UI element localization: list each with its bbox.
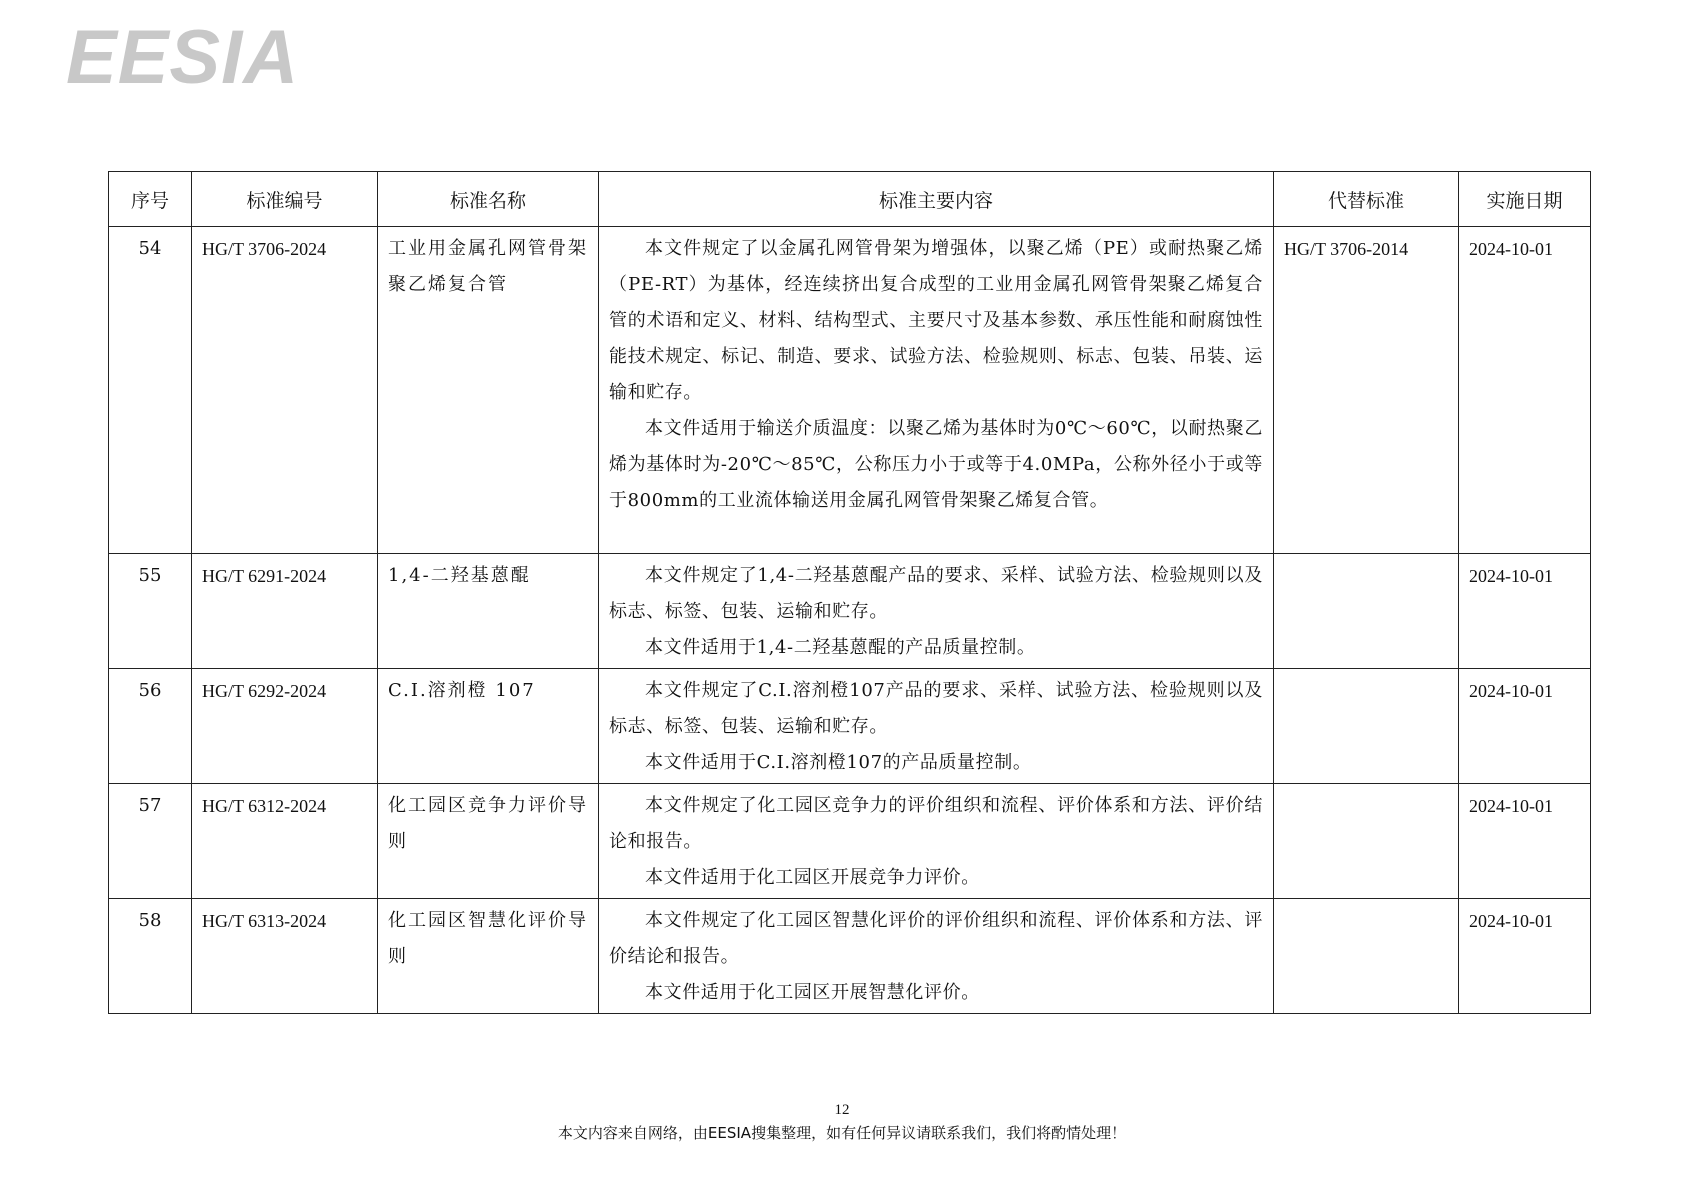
cell-standard-name: C.I.溶剂橙 107: [378, 669, 599, 784]
cell-serial: 57: [109, 784, 192, 899]
content-paragraph: 本文件规定了化工园区智慧化评价的评价组织和流程、评价体系和方法、评价结论和报告。: [609, 910, 1263, 967]
content-paragraph: 本文件适用于化工园区开展竞争力评价。: [645, 867, 980, 888]
table-row: [109, 554, 1591, 669]
cell-standard-name: 1,4-二羟基蒽醌: [378, 554, 599, 669]
cell-serial: 58: [109, 899, 192, 1014]
cell-replaces: [1274, 554, 1459, 669]
footer-disclaimer: 本文内容来自网络，由EESIA搜集整理，如有任何异议请联系我们，我们将酌情处理！: [557, 1124, 1127, 1142]
cell-standard-name: 化工园区竞争力评价导则: [378, 784, 599, 899]
cell-effective-date: 2024-10-01: [1459, 669, 1591, 784]
cell-standard-code: HG/T 6312-2024: [192, 784, 378, 899]
table-row: [109, 669, 1591, 784]
header-replaces: 代替标准: [1274, 172, 1459, 227]
cell-standard-name: 化工园区智慧化评价导则: [378, 899, 599, 1014]
header-main-content: 标准主要内容: [599, 172, 1274, 227]
cell-effective-date: 2024-10-01: [1459, 784, 1591, 899]
header-effective-date: 实施日期: [1459, 172, 1591, 227]
cell-main-content: [599, 227, 1274, 554]
header-serial: 序号: [109, 172, 192, 227]
cell-replaces: HG/T 3706-2014: [1274, 227, 1459, 554]
table-row: [109, 227, 1591, 554]
cell-main-content: [599, 669, 1274, 784]
cell-main-content: [599, 899, 1274, 1014]
cell-effective-date: 2024-10-01: [1459, 227, 1591, 554]
cell-standard-code: HG/T 6313-2024: [192, 899, 378, 1014]
cell-replaces: [1274, 899, 1459, 1014]
content-paragraph: 本文件适用于输送介质温度：以聚乙烯为基体时为0℃～60℃，以耐热聚乙烯为基体时为-20℃～85℃，公称压力小于或等于4.0MPa，公称外径小于或等于800mm的工业流体输送用金属孔网管骨架聚乙烯复合管。: [609, 418, 1263, 511]
content-paragraph: 本文件规定了化工园区竞争力的评价组织和流程、评价体系和方法、评价结论和报告。: [609, 795, 1263, 852]
cell-standard-code: HG/T 6291-2024: [192, 554, 378, 669]
cell-serial: 54: [109, 227, 192, 554]
cell-main-content: [599, 554, 1274, 669]
cell-effective-date: 2024-10-01: [1459, 899, 1591, 1014]
cell-replaces: [1274, 784, 1459, 899]
cell-serial: 55: [109, 554, 192, 669]
cell-serial: 56: [109, 669, 192, 784]
header-standard-name: 标准名称: [378, 172, 599, 227]
content-paragraph: 本文件适用于1,4-二羟基蒽醌的产品质量控制。: [645, 637, 1036, 658]
content-paragraph: 本文件规定了以金属孔网管骨架为增强体，以聚乙烯（PE）或耐热聚乙烯（PE-RT）为基体，经连续挤出复合成型的工业用金属孔网管骨架聚乙烯复合管的术语和定义、材料、结构型式、主要尺寸及基本参数、承压性能和耐腐蚀性能技术规定、标记、制造、要求、试验方法、检验规则、标志、包装、吊装、运输和贮存。: [609, 238, 1263, 403]
standards-table: [108, 171, 1591, 1014]
content-paragraph: 本文件适用于化工园区开展智慧化评价。: [645, 982, 980, 1003]
content-paragraph: 本文件规定了1,4-二羟基蒽醌产品的要求、采样、试验方法、检验规则以及标志、标签、包装、运输和贮存。: [609, 565, 1263, 622]
cell-replaces: [1274, 669, 1459, 784]
header-standard-code: 标准编号: [192, 172, 378, 227]
content-paragraph: 本文件适用于C.I.溶剂橙107的产品质量控制。: [645, 752, 1032, 773]
table-row: [109, 784, 1591, 899]
table-row: [109, 899, 1591, 1014]
cell-effective-date: 2024-10-01: [1459, 554, 1591, 669]
cell-standard-code: HG/T 3706-2024: [192, 227, 378, 554]
cell-main-content: [599, 784, 1274, 899]
content-paragraph: 本文件规定了C.I.溶剂橙107产品的要求、采样、试验方法、检验规则以及标志、标签、包装、运输和贮存。: [609, 680, 1263, 737]
cell-standard-code: HG/T 6292-2024: [192, 669, 378, 784]
eesia-logo: EESIA: [66, 15, 300, 100]
cell-standard-name: 工业用金属孔网管骨架聚乙烯复合管: [378, 227, 599, 554]
page-number: 12: [834, 1102, 850, 1118]
table-header-row: [109, 172, 1591, 227]
